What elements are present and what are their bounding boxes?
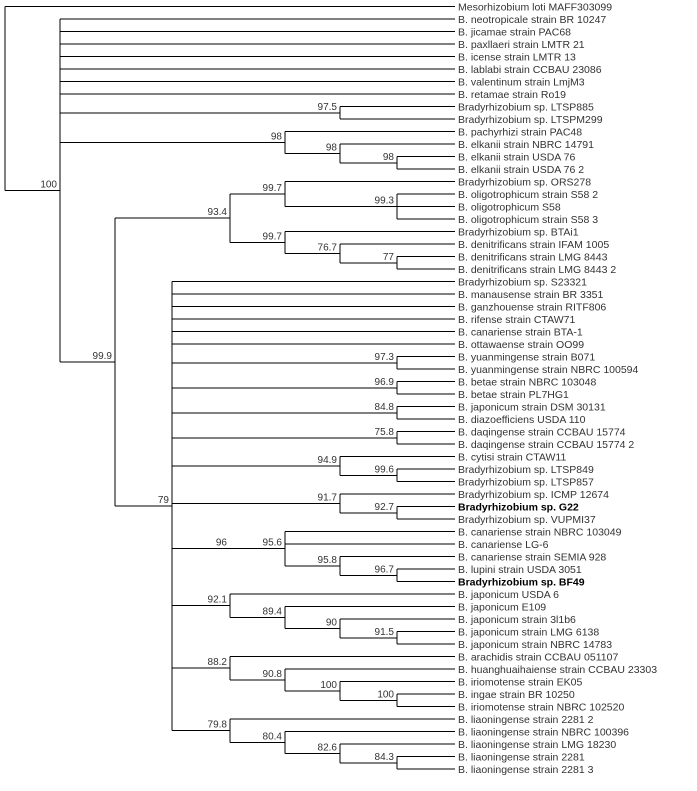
leaf-label: B. japonicum strain DSM 30131	[458, 401, 606, 414]
bootstrap-value: 100	[320, 679, 337, 691]
leaf-label: B. japonicum USDA 6	[458, 588, 559, 601]
leaf-label: B. retamae strain Ro19	[458, 88, 566, 101]
bootstrap-value: 90	[325, 617, 337, 629]
leaf-label: B. yuanmingense strain B071	[458, 351, 596, 364]
bootstrap-value: 98	[325, 142, 337, 154]
bootstrap-value: 80.4	[262, 731, 282, 743]
bootstrap-value: 95.8	[317, 554, 337, 566]
bootstrap-value: 82.6	[317, 742, 337, 754]
bootstrap-value: 79	[157, 495, 169, 507]
leaf-label: Bradyrhizobium sp. LTSP857	[458, 476, 594, 489]
bootstrap-value: 96	[215, 537, 227, 549]
bootstrap-value: 94.9	[317, 454, 337, 466]
bootstrap-value: 99.6	[374, 464, 394, 476]
leaf-label: B. liaoningense strain LMG 18230	[458, 738, 617, 751]
bootstrap-value: 96.9	[374, 376, 394, 388]
leaf-label: Bradyrhizobium sp. BTAi1	[458, 226, 579, 239]
bootstrap-value: 98	[270, 131, 282, 143]
leaf-label: B. lablabi strain CCBAU 23086	[458, 63, 602, 76]
leaf-label: B. daqingense strain CCBAU 15774	[458, 426, 626, 439]
leaf-label: Bradyrhizobium sp. S23321	[458, 276, 587, 289]
bootstrap-value: 99.7	[262, 183, 282, 194]
leaf-label: Bradyrhizobium sp. ORS278	[458, 176, 592, 189]
leaf-label: B. daqingense strain CCBAU 15774 2	[458, 438, 635, 451]
bootstrap-value: 91.7	[317, 492, 337, 504]
leaf-label: B. canariense LG-6	[458, 538, 549, 551]
leaf-label: B. liaoningense strain 2281	[458, 751, 585, 764]
leaf-label: B. denitrificans strain IFAM 1005	[458, 238, 610, 251]
bootstrap-value: 91.5	[374, 626, 394, 638]
leaf-label: B. denitrificans strain LMG 8443 2	[458, 263, 617, 276]
bootstrap-value: 77	[382, 251, 394, 263]
leaf-label: Bradyrhizobium sp. VUPMI37	[458, 513, 596, 526]
leaf-label: B. oligotrophicum strain S58 2	[458, 188, 599, 201]
bootstrap-value: 92.7	[374, 501, 394, 513]
leaf-label: Bradyrhizobium sp. G22	[458, 501, 579, 514]
bootstrap-value: 96.7	[374, 564, 394, 576]
leaf-label: B. elkanii strain USDA 76	[458, 151, 576, 164]
bootstrap-value: 90.8	[262, 668, 282, 680]
bootstrap-value: 93.4	[207, 207, 227, 219]
leaf-label: B. oligotrophicum strain S58 3	[458, 213, 599, 226]
leaf-label: B. rifense strain CTAW71	[458, 313, 576, 326]
leaf-label: B. canariense strain NBRC 103049	[458, 526, 622, 539]
leaf-label: B. pachyrhizi strain PAC48	[458, 126, 583, 139]
leaf-label: B. liaoningense strain 2281 2	[458, 713, 594, 726]
bootstrap-value: 84.3	[374, 751, 394, 763]
leaf-label: B. cytisi strain CTAW11	[458, 451, 567, 464]
leaf-label: B. icense strain LMTR 13	[458, 51, 576, 64]
leaf-label: B. ganzhouense strain RITF806	[458, 301, 607, 314]
leaf-label: Bradyrhizobium sp. LTSP849	[458, 463, 594, 476]
bootstrap-value: 79.8	[207, 719, 227, 731]
leaf-label: B. ottawaense strain OO99	[458, 338, 585, 351]
leaf-label: Bradyrhizobium sp. BF49	[458, 576, 585, 589]
bootstrap-value: 76.7	[317, 242, 337, 254]
leaf-label: B. canariense strain BTA-1	[458, 326, 583, 339]
leaf-label: B. japonicum strain NBRC 14783	[458, 638, 613, 651]
leaf-label: B. neotropicale strain BR 10247	[458, 13, 607, 26]
leaf-label: B. elkanii strain NBRC 14791	[458, 138, 594, 151]
bootstrap-value: 97.5	[317, 101, 337, 113]
bootstrap-value: 100	[377, 689, 394, 701]
leaf-label: B. jicamae strain PAC68	[458, 26, 572, 39]
leaf-label: B. japonicum strain LMG 6138	[458, 626, 600, 639]
bootstrap-value: 98	[382, 151, 394, 163]
bootstrap-value: 88.2	[207, 657, 227, 669]
leaf-label: B. ingae strain BR 10250	[458, 688, 575, 701]
bootstrap-value: 75.8	[374, 426, 394, 438]
leaf-label: Mesorhizobium loti MAFF303099	[458, 1, 613, 14]
leaf-label: B. liaoningense strain 2281 3	[458, 763, 594, 776]
bootstrap-value: 100	[40, 179, 57, 191]
leaf-label: B. elkanii strain USDA 76 2	[458, 163, 585, 176]
leaf-label: B. liaoningense strain NBRC 100396	[458, 726, 630, 739]
leaf-label: B. valentinum strain LmjM3	[458, 76, 585, 89]
bootstrap-value: 92.1	[207, 594, 227, 606]
leaf-label: Bradyrhizobium sp. LTSP885	[458, 101, 594, 114]
leaf-label: Bradyrhizobium sp. ICMP 12674	[458, 488, 609, 501]
leaf-label: B. paxllaeri strain LMTR 21	[458, 38, 585, 51]
leaf-label: B. japonicum E109	[458, 601, 547, 614]
bootstrap-value: 99.7	[262, 231, 282, 243]
bootstrap-value: 99.9	[92, 351, 112, 363]
leaf-label: B. diazoefficiens USDA 110	[458, 413, 586, 426]
leaf-label: B. iriomotense strain EK05	[458, 676, 583, 689]
leaf-label: Bradyrhizobium sp. LTSPM299	[458, 113, 603, 126]
leaf-label: B. huanghuaihaiense strain CCBAU 23303	[458, 663, 658, 676]
leaf-label: B. iriomotense strain NBRC 102520	[458, 701, 625, 714]
leaf-label: B. oligotrophicum S58	[458, 201, 561, 214]
leaf-label: B. yuanmingense strain NBRC 100594	[458, 363, 639, 376]
leaf-label: B. manausense strain BR 3351	[458, 288, 604, 301]
bootstrap-value: 89.4	[262, 606, 282, 618]
leaf-label: B. lupini strain USDA 3051	[458, 563, 582, 576]
bootstrap-value: 95.6	[262, 537, 282, 549]
leaf-label: B. denitrificans strain LMG 8443	[458, 251, 608, 264]
leaf-label: B. arachidis strain CCBAU 051107	[458, 651, 619, 664]
bootstrap-value: 99.3	[374, 195, 394, 207]
leaf-label: B. japonicum strain 3l1b6	[458, 613, 576, 626]
bootstrap-value: 97.3	[374, 351, 394, 363]
leaf-label: B. canariense strain SEMIA 928	[458, 551, 607, 564]
bootstrap-value: 84.8	[374, 401, 394, 413]
leaf-label: B. betae strain PL7HG1	[458, 388, 569, 401]
leaf-label: B. betae strain NBRC 103048	[458, 376, 597, 389]
